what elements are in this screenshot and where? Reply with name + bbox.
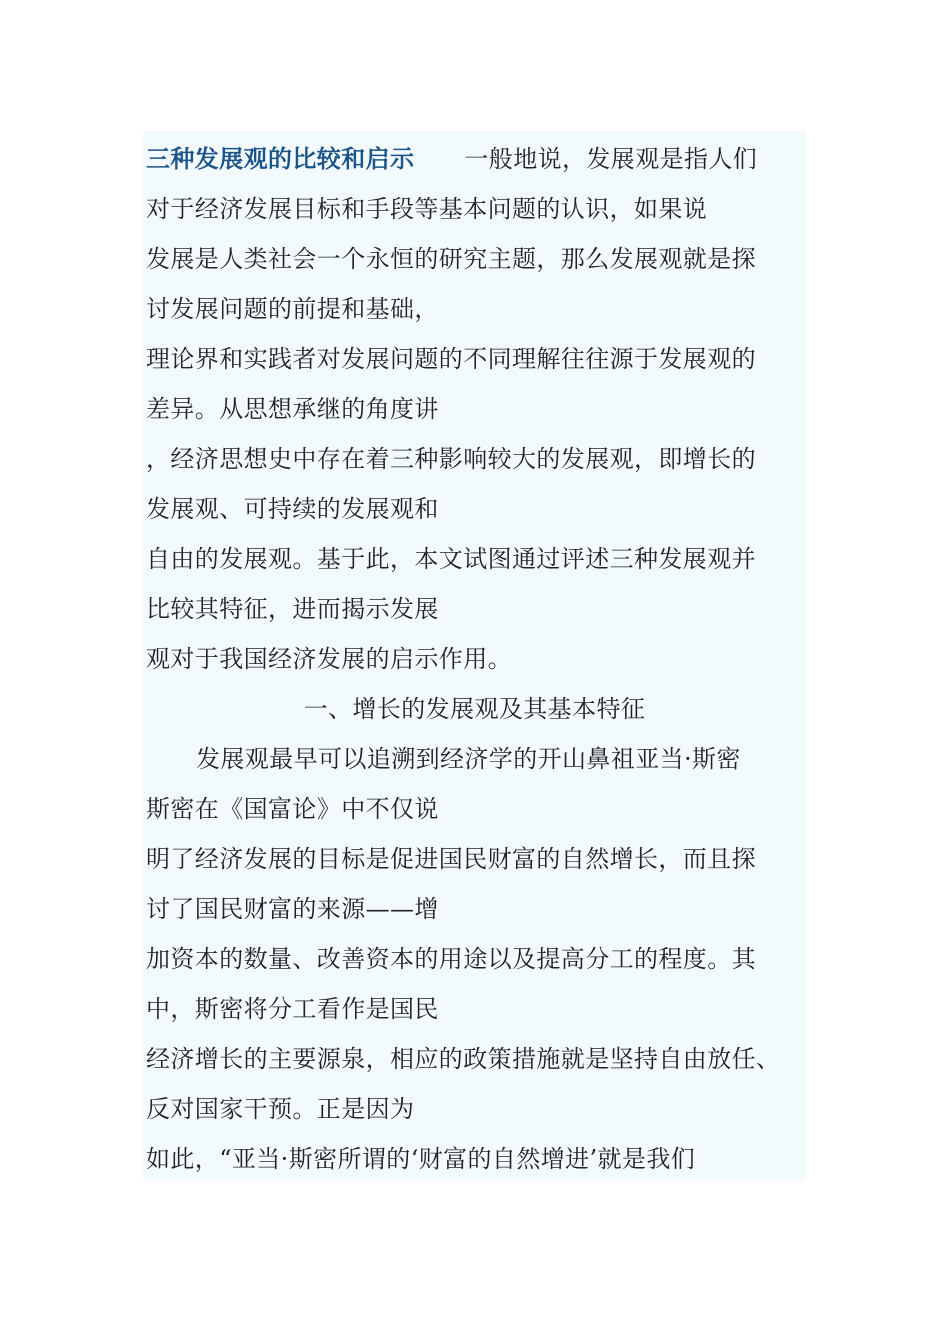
paragraph-line: 中，斯密将分工看作是国民 xyxy=(146,995,439,1023)
paragraph-line: 观对于我国经济发展的启示作用。 xyxy=(146,645,512,673)
paragraph-line: 发展观、可持续的发展观和 xyxy=(146,495,439,523)
paragraph-line: 如此，“亚当·斯密所谓的‘财富的自然增进’就是我们 xyxy=(146,1145,696,1173)
document-text-block xyxy=(143,131,806,1180)
paragraph-line: 一般地说，发展观是指人们 xyxy=(464,145,758,173)
paragraph-line: 反对国家干预。正是因为 xyxy=(146,1095,415,1123)
paragraph-line: 发展观最早可以追溯到经济学的开山鼻祖亚当·斯密 xyxy=(196,745,741,773)
paragraph-line: 明了经济发展的目标是促进国民财富的自然增长，而且探 xyxy=(146,845,756,873)
paragraph-line: 讨发展问题的前提和基础， xyxy=(146,295,439,323)
paragraph-line: 对于经济发展目标和手段等基本问题的认识，如果说 xyxy=(146,195,708,223)
paragraph-line: 加资本的数量、改善资本的用途以及提高分工的程度。其 xyxy=(146,945,756,973)
paragraph-line: 差异。从思想承继的角度讲 xyxy=(146,395,439,423)
paragraph-line: 发展是人类社会一个永恒的研究主题，那么发展观就是探 xyxy=(146,245,756,273)
paragraph-line: 经济增长的主要源泉，相应的政策措施就是坚持自由放任、 xyxy=(146,1045,781,1073)
paragraph-line: 理论界和实践者对发展问题的不同理解往往源于发展观的 xyxy=(146,345,756,373)
paragraph-line: 斯密在《国富论》中不仅说 xyxy=(146,795,439,823)
paragraph-line: 讨了国民财富的来源——增 xyxy=(146,895,439,923)
paragraph-line: 比较其特征，进而揭示发展 xyxy=(146,595,439,623)
title-line xyxy=(146,134,757,184)
paragraph-line: 自由的发展观。基于此，本文试图通过评述三种发展观并 xyxy=(146,545,756,573)
document-title: 三种发展观的比较和启示 xyxy=(146,144,415,173)
section-heading: 一、增长的发展观及其基本特征 xyxy=(303,695,646,723)
paragraph-line: ，经济思想史中存在着三种影响较大的发展观，即增长的 xyxy=(146,445,756,473)
